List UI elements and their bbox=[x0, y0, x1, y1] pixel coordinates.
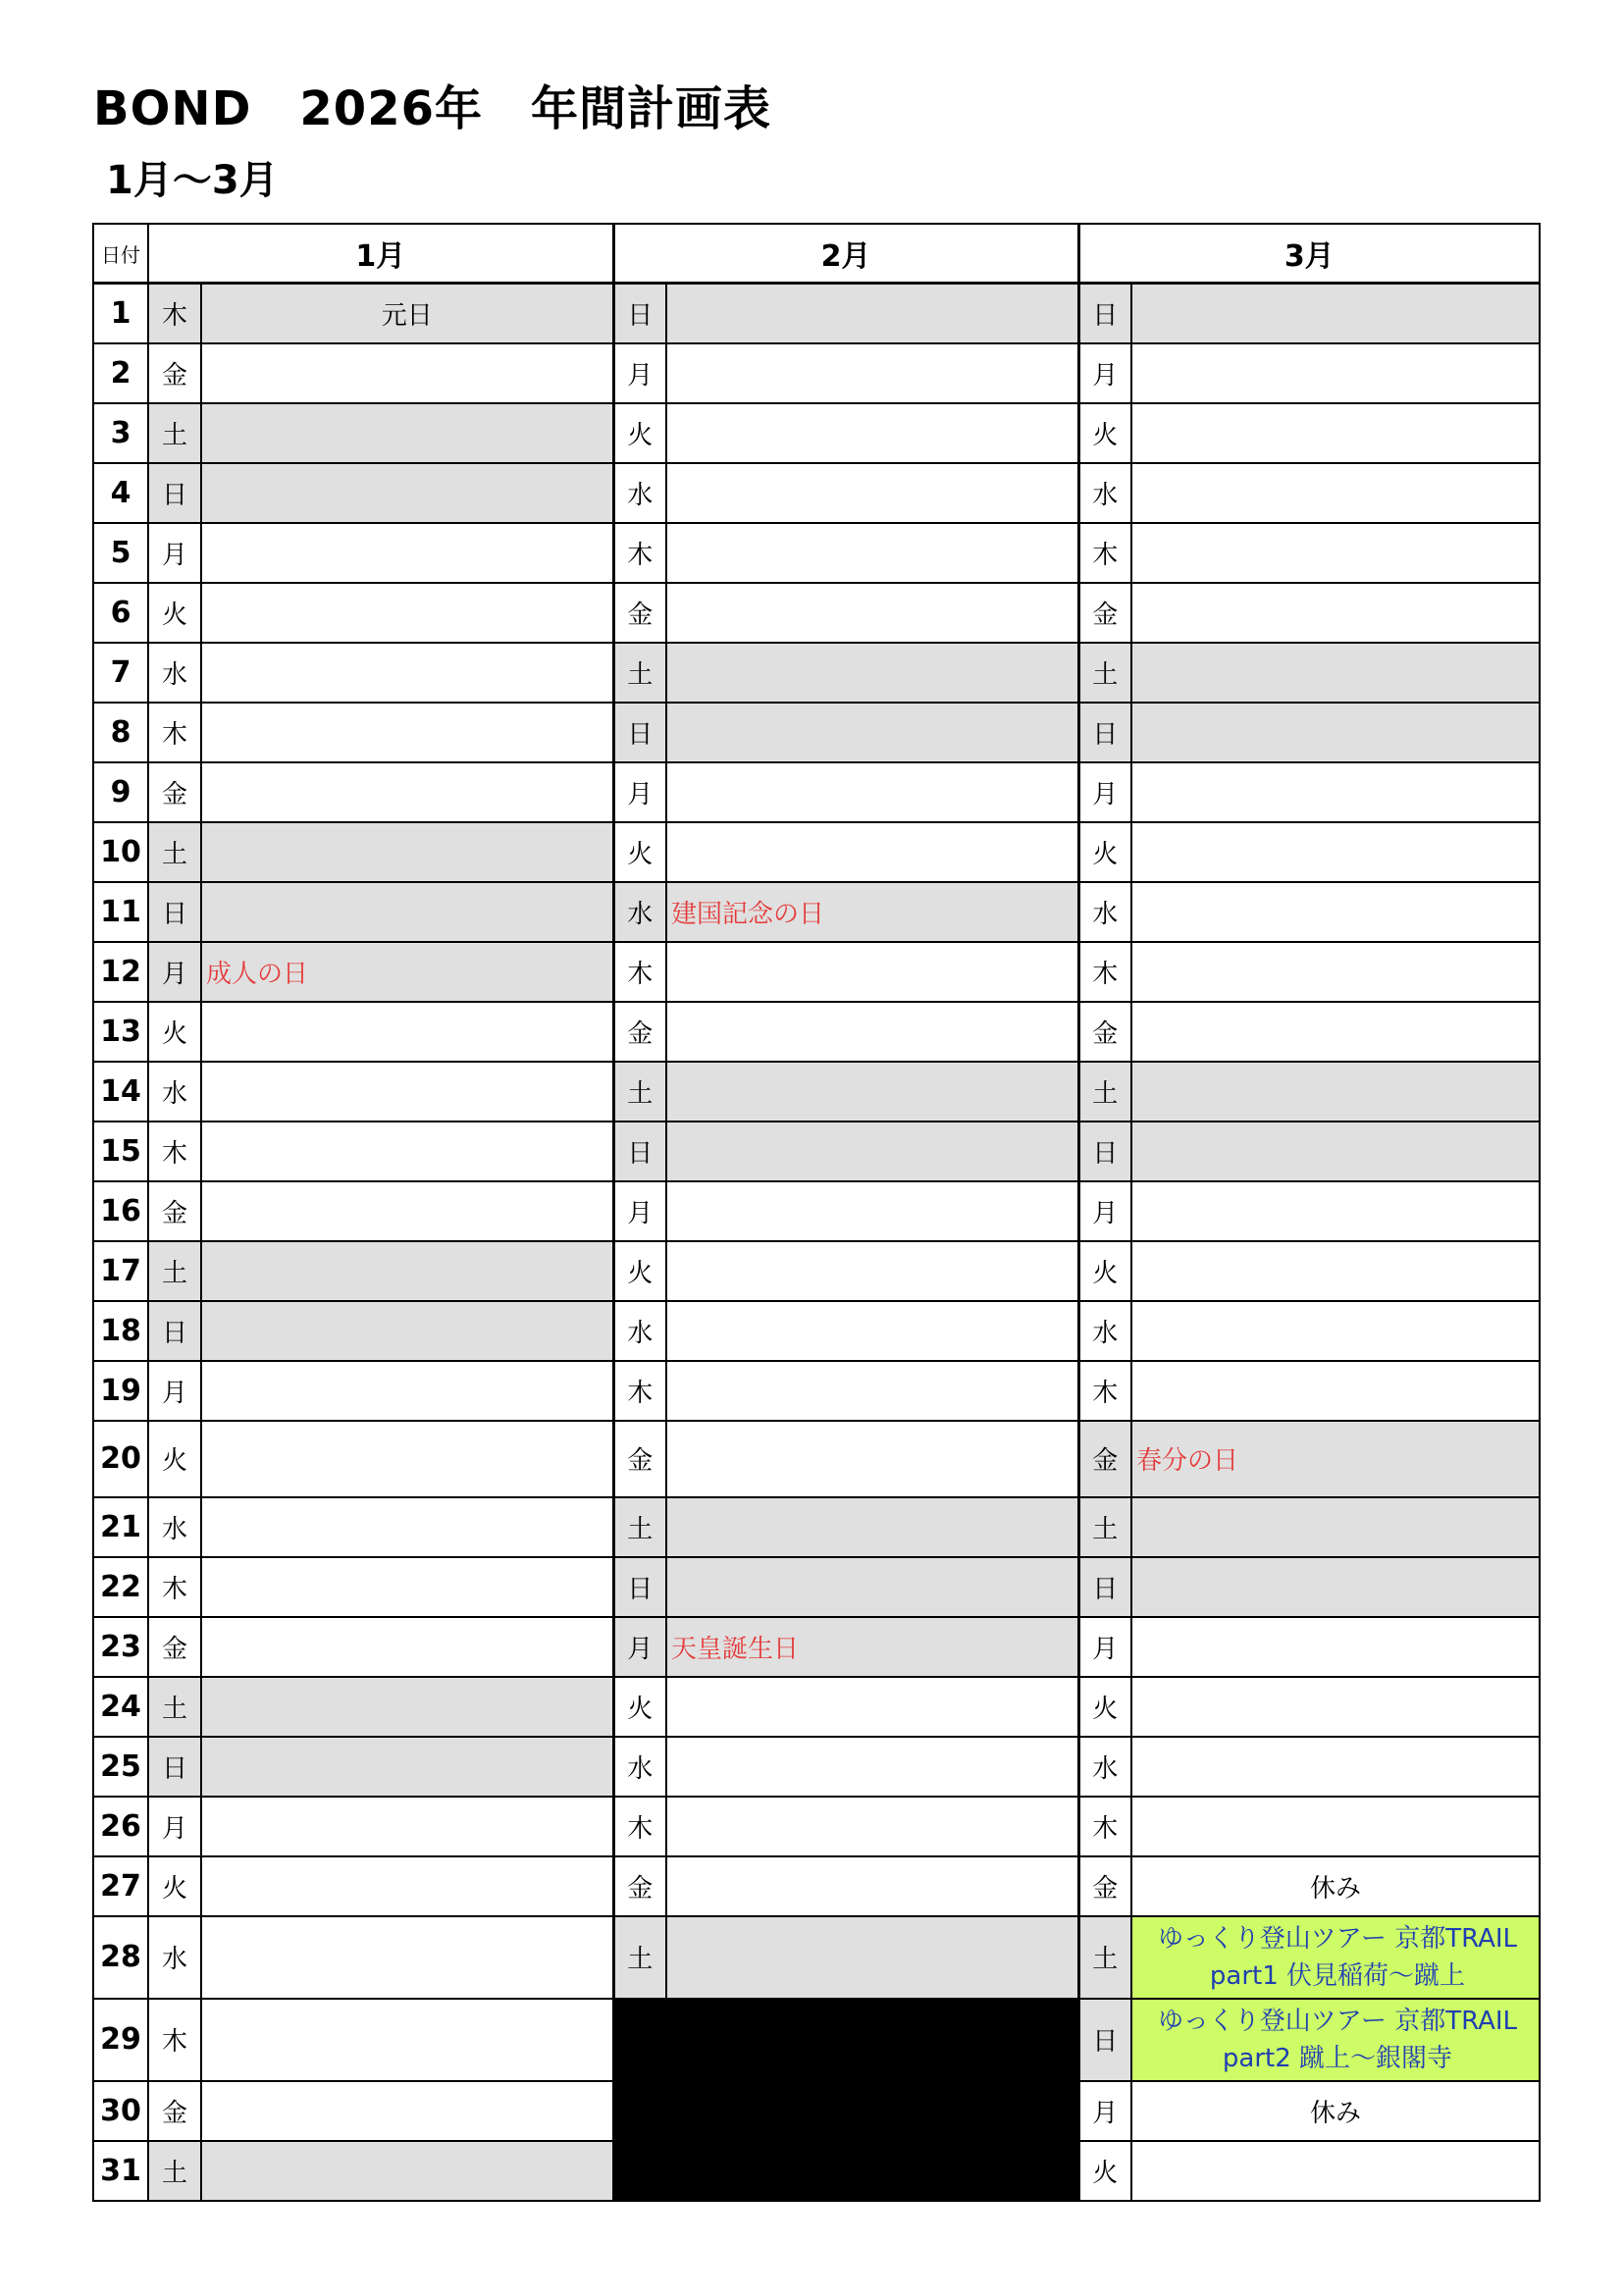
weekday-cell-feb: 金 bbox=[613, 1002, 666, 1062]
event-cell-feb[interactable] bbox=[666, 703, 1078, 762]
weekday-cell-mar: 日 bbox=[1078, 284, 1131, 343]
day-row bbox=[93, 1122, 1540, 1181]
event-cell-mar[interactable] bbox=[1131, 463, 1540, 523]
day-row bbox=[93, 1301, 1540, 1361]
day-row bbox=[93, 1181, 1540, 1241]
day-number: 21 bbox=[93, 1497, 148, 1557]
event-cell-feb[interactable] bbox=[666, 1241, 1078, 1301]
day-number: 10 bbox=[93, 822, 148, 882]
event-cell-mar[interactable]: 春分の日 bbox=[1131, 1421, 1540, 1497]
weekday-cell-jan: 金 bbox=[148, 2081, 201, 2141]
month-header-feb: 2月 bbox=[613, 224, 1078, 284]
day-row bbox=[93, 942, 1540, 1002]
event-cell-mar[interactable] bbox=[1131, 523, 1540, 583]
weekday-cell-jan: 日 bbox=[148, 882, 201, 942]
event-cell-mar[interactable] bbox=[1131, 343, 1540, 403]
event-cell-feb[interactable] bbox=[666, 463, 1078, 523]
day-row bbox=[93, 1557, 1540, 1617]
day-row bbox=[93, 1856, 1540, 1916]
day-row bbox=[93, 1999, 1540, 2081]
date-column-header: 日付 bbox=[93, 224, 148, 284]
day-number: 19 bbox=[93, 1361, 148, 1421]
weekday-cell-feb: 水 bbox=[613, 882, 666, 942]
event-cell-mar[interactable] bbox=[1131, 1062, 1540, 1122]
event-cell-jan[interactable] bbox=[201, 1737, 613, 1797]
event-cell-mar[interactable] bbox=[1131, 1301, 1540, 1361]
event-cell-mar[interactable]: ゆっくり登山ツアー 京都TRAIL part2 蹴上〜銀閣寺 bbox=[1131, 1999, 1540, 2081]
day-number: 2 bbox=[93, 343, 148, 403]
day-number: 13 bbox=[93, 1002, 148, 1062]
event-cell-mar[interactable]: 休み bbox=[1131, 1856, 1540, 1916]
page-title: BOND 2026年 年間計画表 bbox=[93, 81, 772, 136]
event-cell-mar[interactable] bbox=[1131, 1737, 1540, 1797]
event-cell-feb[interactable] bbox=[666, 1797, 1078, 1856]
event-cell-mar[interactable] bbox=[1131, 882, 1540, 942]
event-cell-mar[interactable] bbox=[1131, 583, 1540, 643]
day-number: 27 bbox=[93, 1856, 148, 1916]
day-number: 3 bbox=[93, 403, 148, 463]
weekday-cell-jan: 日 bbox=[148, 463, 201, 523]
event-cell-feb[interactable] bbox=[666, 762, 1078, 822]
event-cell-jan[interactable] bbox=[201, 1677, 613, 1737]
event-cell-jan[interactable] bbox=[201, 403, 613, 463]
weekday-cell-jan: 水 bbox=[148, 1062, 201, 1122]
weekday-cell-feb: 日 bbox=[613, 703, 666, 762]
event-cell-feb[interactable] bbox=[666, 583, 1078, 643]
weekday-cell-mar: 土 bbox=[1078, 1497, 1131, 1557]
event-cell-feb[interactable] bbox=[666, 1301, 1078, 1361]
weekday-cell-feb: 金 bbox=[613, 1421, 666, 1497]
day-row bbox=[93, 284, 1540, 343]
period-subtitle: 1月〜3月 bbox=[106, 158, 279, 203]
event-cell-feb[interactable] bbox=[666, 643, 1078, 703]
weekday-cell-feb: 火 bbox=[613, 1677, 666, 1737]
event-cell-feb[interactable] bbox=[666, 343, 1078, 403]
day-row bbox=[93, 343, 1540, 403]
weekday-cell-jan: 日 bbox=[148, 1301, 201, 1361]
weekday-cell-mar: 水 bbox=[1078, 1737, 1131, 1797]
day-number: 23 bbox=[93, 1617, 148, 1677]
day-row bbox=[93, 1421, 1540, 1497]
event-cell-feb[interactable]: 天皇誕生日 bbox=[666, 1617, 1078, 1677]
weekday-cell-jan: 水 bbox=[148, 1916, 201, 1999]
weekday-cell-jan: 金 bbox=[148, 762, 201, 822]
day-number: 9 bbox=[93, 762, 148, 822]
weekday-cell-feb: 水 bbox=[613, 1301, 666, 1361]
weekday-cell-jan: 火 bbox=[148, 583, 201, 643]
weekday-cell-jan: 月 bbox=[148, 942, 201, 1002]
weekday-cell-jan: 火 bbox=[148, 1856, 201, 1916]
day-number: 16 bbox=[93, 1181, 148, 1241]
weekday-cell-feb: 水 bbox=[613, 463, 666, 523]
weekday-cell-jan: 木 bbox=[148, 1557, 201, 1617]
day-number: 25 bbox=[93, 1737, 148, 1797]
day-number: 7 bbox=[93, 643, 148, 703]
feb-unused-days-block bbox=[613, 1999, 1078, 2201]
event-cell-feb[interactable] bbox=[666, 942, 1078, 1002]
event-cell-jan[interactable] bbox=[201, 762, 613, 822]
event-cell-jan[interactable] bbox=[201, 1122, 613, 1181]
event-cell-feb[interactable] bbox=[666, 1002, 1078, 1062]
weekday-cell-feb: 月 bbox=[613, 343, 666, 403]
weekday-cell-mar: 火 bbox=[1078, 403, 1131, 463]
event-cell-feb[interactable] bbox=[666, 1497, 1078, 1557]
event-cell-jan[interactable] bbox=[201, 703, 613, 762]
day-row bbox=[93, 1497, 1540, 1557]
day-row bbox=[93, 643, 1540, 703]
weekday-cell-mar: 月 bbox=[1078, 1181, 1131, 1241]
weekday-cell-feb: 金 bbox=[613, 583, 666, 643]
event-cell-jan[interactable]: 元日 bbox=[201, 284, 613, 343]
event-cell-mar[interactable] bbox=[1131, 942, 1540, 1002]
day-row bbox=[93, 403, 1540, 463]
day-number: 24 bbox=[93, 1677, 148, 1737]
weekday-cell-jan: 火 bbox=[148, 1002, 201, 1062]
month-header-jan: 1月 bbox=[148, 224, 613, 284]
weekday-cell-mar: 日 bbox=[1078, 1557, 1131, 1617]
weekday-cell-feb: 火 bbox=[613, 403, 666, 463]
weekday-cell-mar: 日 bbox=[1078, 703, 1131, 762]
event-cell-mar[interactable] bbox=[1131, 822, 1540, 882]
event-cell-mar[interactable] bbox=[1131, 643, 1540, 703]
day-row bbox=[93, 463, 1540, 523]
event-cell-jan[interactable] bbox=[201, 882, 613, 942]
weekday-cell-mar: 月 bbox=[1078, 762, 1131, 822]
weekday-cell-mar: 木 bbox=[1078, 523, 1131, 583]
day-row bbox=[93, 1677, 1540, 1737]
month-header-mar: 3月 bbox=[1078, 224, 1540, 284]
day-number: 14 bbox=[93, 1062, 148, 1122]
day-number: 8 bbox=[93, 703, 148, 762]
event-cell-feb[interactable] bbox=[666, 284, 1078, 343]
weekday-cell-mar: 月 bbox=[1078, 2081, 1131, 2141]
event-cell-mar[interactable] bbox=[1131, 703, 1540, 762]
weekday-cell-feb: 火 bbox=[613, 822, 666, 882]
weekday-cell-jan: 木 bbox=[148, 1999, 201, 2081]
weekday-cell-mar: 土 bbox=[1078, 1062, 1131, 1122]
event-cell-mar[interactable] bbox=[1131, 284, 1540, 343]
weekday-cell-mar: 金 bbox=[1078, 1002, 1131, 1062]
event-cell-feb[interactable] bbox=[666, 1856, 1078, 1916]
event-cell-mar[interactable] bbox=[1131, 1617, 1540, 1677]
event-cell-feb[interactable] bbox=[666, 1916, 1078, 1999]
day-number: 15 bbox=[93, 1122, 148, 1181]
day-row bbox=[93, 882, 1540, 942]
weekday-cell-jan: 火 bbox=[148, 1421, 201, 1497]
event-cell-mar[interactable] bbox=[1131, 1497, 1540, 1557]
day-number: 31 bbox=[93, 2141, 148, 2201]
weekday-cell-mar: 火 bbox=[1078, 1677, 1131, 1737]
event-cell-feb[interactable] bbox=[666, 1677, 1078, 1737]
weekday-cell-jan: 水 bbox=[148, 1497, 201, 1557]
event-cell-jan[interactable] bbox=[201, 1856, 613, 1916]
weekday-cell-mar: 木 bbox=[1078, 1361, 1131, 1421]
day-number: 17 bbox=[93, 1241, 148, 1301]
weekday-cell-jan: 土 bbox=[148, 1241, 201, 1301]
day-number: 4 bbox=[93, 463, 148, 523]
weekday-cell-jan: 土 bbox=[148, 403, 201, 463]
weekday-cell-feb: 木 bbox=[613, 523, 666, 583]
weekday-cell-feb: 土 bbox=[613, 643, 666, 703]
weekday-cell-feb: 火 bbox=[613, 1241, 666, 1301]
weekday-cell-feb: 土 bbox=[613, 1062, 666, 1122]
event-cell-jan[interactable] bbox=[201, 1797, 613, 1856]
event-cell-jan[interactable] bbox=[201, 822, 613, 882]
event-cell-mar[interactable] bbox=[1131, 1122, 1540, 1181]
weekday-cell-feb: 木 bbox=[613, 1797, 666, 1856]
event-cell-mar[interactable] bbox=[1131, 1002, 1540, 1062]
event-cell-feb[interactable] bbox=[666, 1181, 1078, 1241]
weekday-cell-mar: 日 bbox=[1078, 1999, 1131, 2081]
weekday-cell-feb: 月 bbox=[613, 762, 666, 822]
weekday-cell-mar: 火 bbox=[1078, 2141, 1131, 2201]
event-cell-jan[interactable] bbox=[201, 1497, 613, 1557]
event-cell-jan[interactable] bbox=[201, 1999, 613, 2081]
event-cell-feb[interactable]: 建国記念の日 bbox=[666, 882, 1078, 942]
day-number: 11 bbox=[93, 882, 148, 942]
weekday-cell-feb: 水 bbox=[613, 1737, 666, 1797]
day-row bbox=[93, 1361, 1540, 1421]
weekday-cell-mar: 水 bbox=[1078, 882, 1131, 942]
event-cell-jan[interactable] bbox=[201, 343, 613, 403]
event-cell-feb[interactable] bbox=[666, 1737, 1078, 1797]
day-number: 22 bbox=[93, 1557, 148, 1617]
day-row bbox=[93, 1737, 1540, 1797]
event-cell-jan[interactable] bbox=[201, 463, 613, 523]
event-cell-jan[interactable] bbox=[201, 1241, 613, 1301]
weekday-cell-mar: 水 bbox=[1078, 1301, 1131, 1361]
weekday-cell-jan: 水 bbox=[148, 643, 201, 703]
event-cell-feb[interactable] bbox=[666, 1361, 1078, 1421]
weekday-cell-mar: 水 bbox=[1078, 463, 1131, 523]
event-cell-feb[interactable] bbox=[666, 1122, 1078, 1181]
weekday-cell-mar: 木 bbox=[1078, 1797, 1131, 1856]
weekday-cell-jan: 金 bbox=[148, 343, 201, 403]
day-number: 20 bbox=[93, 1421, 148, 1497]
event-cell-mar[interactable]: 休み bbox=[1131, 2081, 1540, 2141]
day-number: 30 bbox=[93, 2081, 148, 2141]
weekday-cell-feb: 木 bbox=[613, 942, 666, 1002]
day-number: 6 bbox=[93, 583, 148, 643]
day-row bbox=[93, 523, 1540, 583]
weekday-cell-feb: 日 bbox=[613, 284, 666, 343]
weekday-cell-jan: 木 bbox=[148, 1122, 201, 1181]
event-cell-jan[interactable] bbox=[201, 1421, 613, 1497]
weekday-cell-jan: 金 bbox=[148, 1617, 201, 1677]
weekday-cell-mar: 木 bbox=[1078, 942, 1131, 1002]
weekday-cell-jan: 日 bbox=[148, 1737, 201, 1797]
event-cell-jan[interactable] bbox=[201, 1361, 613, 1421]
event-cell-jan[interactable]: 成人の日 bbox=[201, 942, 613, 1002]
event-cell-mar[interactable] bbox=[1131, 1557, 1540, 1617]
event-cell-feb[interactable] bbox=[666, 403, 1078, 463]
day-row bbox=[93, 1617, 1540, 1677]
event-cell-feb[interactable] bbox=[666, 1421, 1078, 1497]
weekday-cell-feb: 月 bbox=[613, 1181, 666, 1241]
day-number: 18 bbox=[93, 1301, 148, 1361]
event-cell-jan[interactable] bbox=[201, 1557, 613, 1617]
day-number: 28 bbox=[93, 1916, 148, 1999]
day-row bbox=[93, 822, 1540, 882]
weekday-cell-feb: 金 bbox=[613, 1856, 666, 1916]
event-cell-mar[interactable] bbox=[1131, 1797, 1540, 1856]
weekday-cell-feb: 日 bbox=[613, 1122, 666, 1181]
day-row bbox=[93, 703, 1540, 762]
event-cell-mar[interactable]: ゆっくり登山ツアー 京都TRAIL part1 伏見稲荷〜蹴上 bbox=[1131, 1916, 1540, 1999]
event-cell-jan[interactable] bbox=[201, 2141, 613, 2201]
event-cell-jan[interactable] bbox=[201, 583, 613, 643]
weekday-cell-feb: 月 bbox=[613, 1617, 666, 1677]
event-cell-mar[interactable] bbox=[1131, 403, 1540, 463]
day-row bbox=[93, 762, 1540, 822]
weekday-cell-feb: 土 bbox=[613, 1497, 666, 1557]
weekday-cell-mar: 土 bbox=[1078, 643, 1131, 703]
event-cell-mar[interactable] bbox=[1131, 762, 1540, 822]
weekday-cell-jan: 土 bbox=[148, 2141, 201, 2201]
weekday-cell-mar: 金 bbox=[1078, 1856, 1131, 1916]
event-cell-jan[interactable] bbox=[201, 523, 613, 583]
weekday-cell-mar: 金 bbox=[1078, 583, 1131, 643]
event-cell-mar[interactable] bbox=[1131, 2141, 1540, 2201]
event-cell-jan[interactable] bbox=[201, 2081, 613, 2141]
day-row bbox=[93, 1062, 1540, 1122]
event-cell-jan[interactable] bbox=[201, 1062, 613, 1122]
event-cell-mar[interactable] bbox=[1131, 1241, 1540, 1301]
weekday-cell-jan: 月 bbox=[148, 1361, 201, 1421]
weekday-cell-feb: 土 bbox=[613, 1916, 666, 1999]
weekday-cell-mar: 火 bbox=[1078, 1241, 1131, 1301]
weekday-cell-jan: 木 bbox=[148, 703, 201, 762]
weekday-cell-jan: 月 bbox=[148, 523, 201, 583]
header-row bbox=[93, 224, 1540, 284]
day-number: 26 bbox=[93, 1797, 148, 1856]
weekday-cell-mar: 月 bbox=[1078, 1617, 1131, 1677]
weekday-cell-jan: 金 bbox=[148, 1181, 201, 1241]
event-cell-jan[interactable] bbox=[201, 1181, 613, 1241]
day-number: 29 bbox=[93, 1999, 148, 2081]
weekday-cell-mar: 土 bbox=[1078, 1916, 1131, 1999]
event-cell-feb[interactable] bbox=[666, 822, 1078, 882]
day-row bbox=[93, 1002, 1540, 1062]
event-cell-feb[interactable] bbox=[666, 1062, 1078, 1122]
event-cell-jan[interactable] bbox=[201, 1617, 613, 1677]
event-cell-feb[interactable] bbox=[666, 523, 1078, 583]
weekday-cell-jan: 月 bbox=[148, 1797, 201, 1856]
event-cell-feb[interactable] bbox=[666, 1557, 1078, 1617]
weekday-cell-mar: 金 bbox=[1078, 1421, 1131, 1497]
day-row bbox=[93, 1797, 1540, 1856]
event-cell-jan[interactable] bbox=[201, 1916, 613, 1999]
weekday-cell-mar: 月 bbox=[1078, 343, 1131, 403]
event-cell-jan[interactable] bbox=[201, 1002, 613, 1062]
day-row bbox=[93, 1241, 1540, 1301]
event-cell-jan[interactable] bbox=[201, 643, 613, 703]
weekday-cell-mar: 日 bbox=[1078, 1122, 1131, 1181]
day-number: 5 bbox=[93, 523, 148, 583]
weekday-cell-feb: 日 bbox=[613, 1557, 666, 1617]
weekday-cell-jan: 木 bbox=[148, 284, 201, 343]
day-row bbox=[93, 1916, 1540, 1999]
day-number: 1 bbox=[93, 284, 148, 343]
event-cell-jan[interactable] bbox=[201, 1301, 613, 1361]
weekday-cell-feb: 木 bbox=[613, 1361, 666, 1421]
day-number: 12 bbox=[93, 942, 148, 1002]
calendar-table bbox=[92, 223, 1541, 2202]
weekday-cell-jan: 土 bbox=[148, 1677, 201, 1737]
event-cell-mar[interactable] bbox=[1131, 1677, 1540, 1737]
weekday-cell-mar: 火 bbox=[1078, 822, 1131, 882]
event-cell-mar[interactable] bbox=[1131, 1361, 1540, 1421]
day-row bbox=[93, 583, 1540, 643]
weekday-cell-jan: 土 bbox=[148, 822, 201, 882]
event-cell-mar[interactable] bbox=[1131, 1181, 1540, 1241]
